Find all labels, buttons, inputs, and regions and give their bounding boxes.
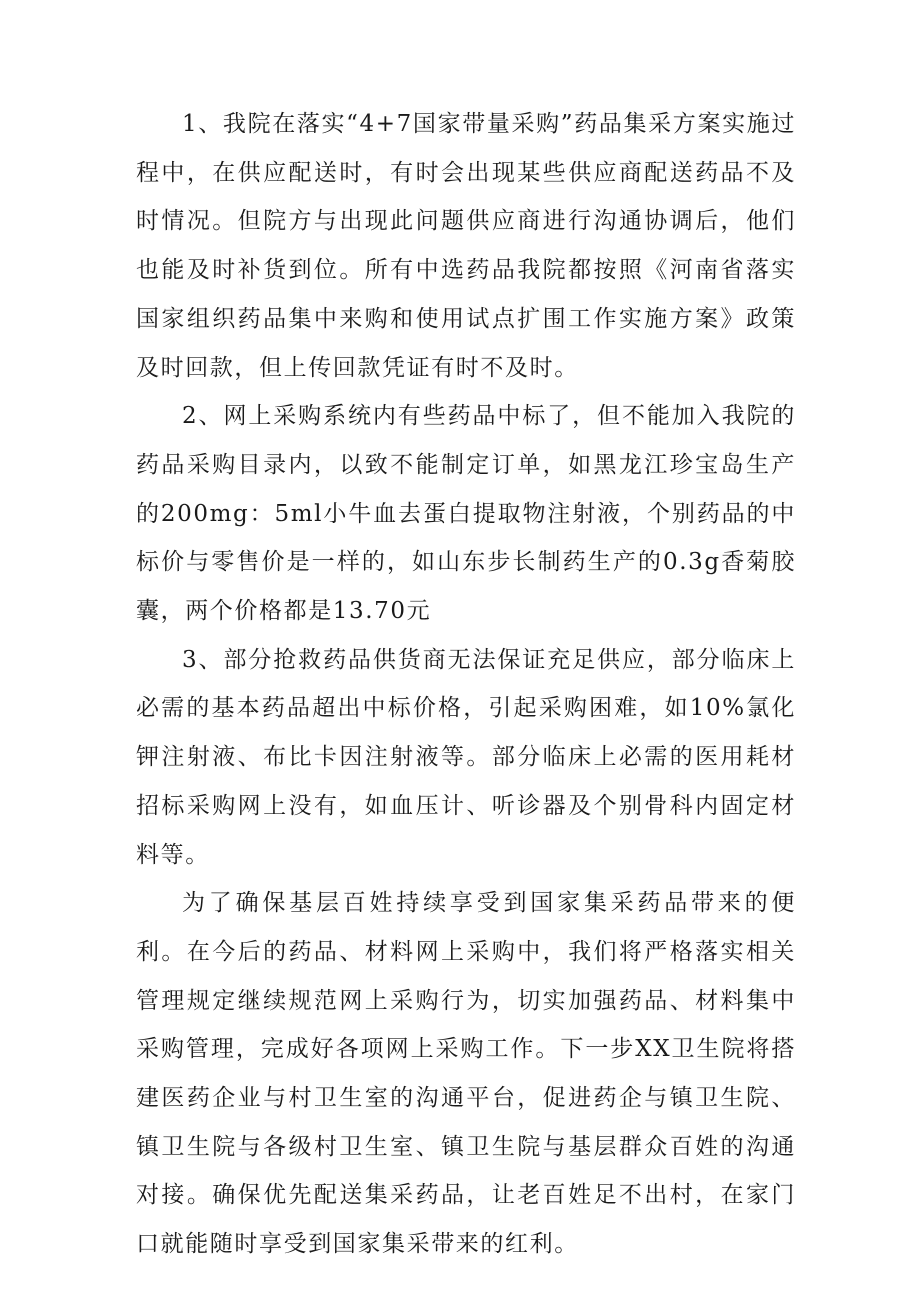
paragraph-procurement-delivery: 1、我院在落实“4+7国家带量采购”药品集采方案实施过程中，在供应配送时，有时会出现某些供应商配送药品不及时情况。但院方与出现此问题供应商进行沟通协调后，他们也能及时补货到位。所有中选药品我院都按照《河南省落实国家组织药品集中来购和使用试点扩围工作实施方案》政策及时回款，但上传回款凭证有时不及时。 (136, 111, 796, 381)
document-body (136, 100, 796, 1269)
paragraph-online-system-issues: 2、网上采购系统内有些药品中标了，但不能加入我院的药品采购目录内，以致不能制定订单，如黑龙江珍宝岛生产的200mg：5ml小牛血去蛋白提取物注射液，个别药品的中标价与零售价是一样的，如山东步长制药生产的0.3g香菊胶囊，两个价格都是13.70元 (136, 403, 796, 625)
paragraph-emergency-supply: 3、部分抢救药品供货商无法保证充足供应，部分临床上必需的基本药品超出中标价格，引起采购困难，如10%氯化钾注射液、布比卡因注射液等。部分临床上必需的医用耗材招标采购网上没有，如血压计、听诊器及个别骨科内固定材料等。 (136, 646, 796, 868)
paragraph-next-steps: 为了确保基层百姓持续享受到国家集采药品带来的便利。在今后的药品、材料网上采购中，我们将严格落实相关管理规定继续规范网上采购行为，切实加强药品、材料集中采购管理，完成好各项网上采购工作。下一步XX卫生院将搭建医药企业与村卫生室的沟通平台，促进药企与镇卫生院、镇卫生院与各级村卫生室、镇卫生院与基层群众百姓的沟通对接。确保优先配送集采药品，让老百姓足不出村，在家门口就能随时享受到国家集采带来的红利。 (136, 890, 796, 1258)
